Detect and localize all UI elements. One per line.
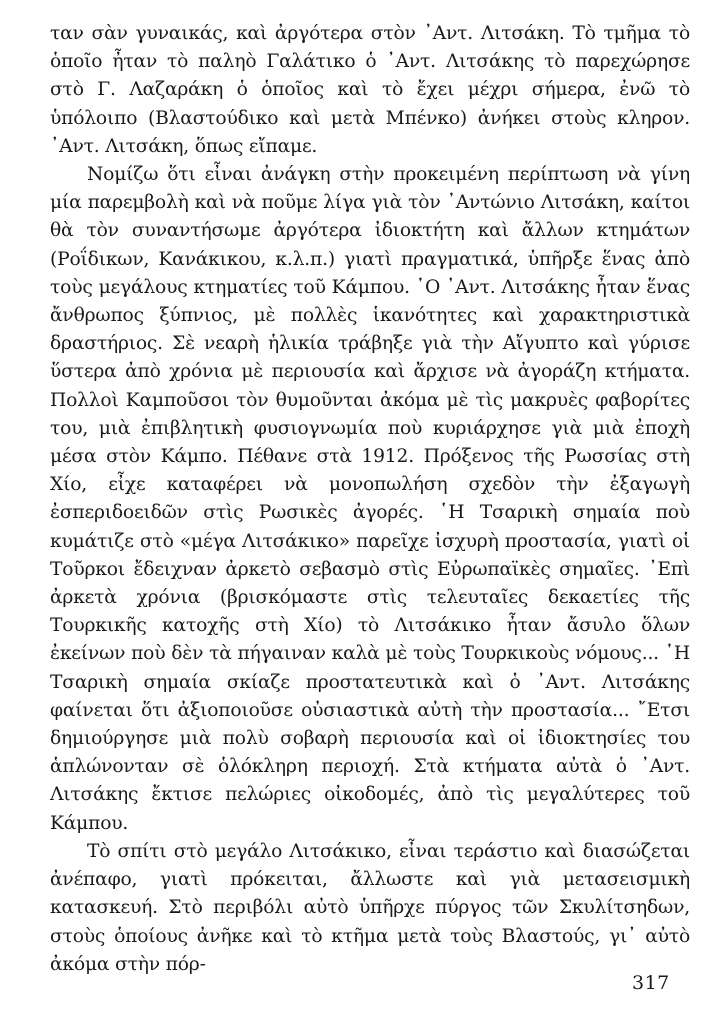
page-number: 317: [632, 972, 670, 994]
paragraph-3: Τὸ σπίτι στὸ μεγάλο Λιτσάκικο, εἶναι τεράστιο καὶ διασώζεται ἀνέπαφο, γιατὶ πρόκειται, ἄλλωστε καὶ γιὰ μετασεισμικὴ κατασκευή. Στὸ περιβόλι αὐτὸ ὑπῆρχε πύργος τῶν Σκυλίτσηδων, στοὺς ὁποίους ἀνῆκε καὶ τὸ κτῆμα μετὰ τοὺς Βλαστούς, γι᾽ αὐτὸ ἀκόμα στὴν πόρ-: [50, 840, 690, 975]
paragraph-1: ταν σὰν γυναικάς, καὶ ἀργότερα στὸν ᾽Αντ. Λιτσάκη. Τὸ τμῆμα τὸ ὁποῖο ἦταν τὸ παληὸ Γαλάτικο ὁ ᾽Αντ. Λιτσάκης τὸ παρεχώρησε στὸ Γ. Λαζαράκη ὁ ὁποῖος καὶ τὸ ἔχει μέχρι σήμερα, ἐνῶ τὸ ὑπόλοιπο (Βλαστούδικο καὶ μετὰ Μπένκο) ἀνήκει στοὺς κληρον. ᾽Αντ. Λιτσάκη, ὅπως εἴπαμε.: [50, 23, 690, 157]
page-body: [50, 20, 690, 979]
paragraph-2: Νομίζω ὅτι εἶναι ἀνάγκη στὴν προκειμένη περίπτωση νὰ γίνη μία παρεμβολὴ καὶ νὰ ποῦμε λίγα γιὰ τὸν ᾽Αντώνιο Λιτσάκη, καίτοι θὰ τὸν συναντήσωμε ἀργότερα ἰδιοκτήτη καὶ ἄλλων κτημάτων (Ροΐδικων, Κανάκικου, κ.λ.π.) γιατὶ πραγματικά, ὑπῆρξε ἕνας ἀπὸ τοὺς μεγάλους κτηματίες τοῦ Κάμπου. ῾Ο ᾽Αντ. Λιτσάκης ἦταν ἕνας ἄνθρωπος ξύπνιος, μὲ πολλὲς ἱκανότητες καὶ χαρακτηριστικὰ δραστήριος. Σὲ νεαρὴ ἡλικία τράβηξε γιὰ τὴν Αἴγυπτο καὶ γύρισε ὕστερα ἀπὸ χρόνια μὲ περιουσία καὶ ἄρχισε νὰ ἀγοράζη κτήματα. Πολλοὶ Καμποῦσοι τὸν θυμοῦνται ἀκόμα μὲ τὶς μακρυὲς φαβορίτες του, μιὰ ἐπιβλητικὴ φυσιογνωμία ποὺ κυριάρχησε γιὰ μιὰ ἐποχὴ μέσα στὸν Κάμπο. Πέθανε στὰ 1912. Πρόξενος τῆς Ρωσσίας στὴ Χίο, εἶχε καταφέρει νὰ μονοπωλήση σχεδὸν τὴν ἐξαγωγὴ ἐσπεριδοειδῶν στὶς Ρωσικὲς ἀγορές. ῾Η Τσαρικὴ σημαία ποὺ κυμάτιζε στὸ «μέγα Λιτσάκικο» παρεῖχε ἰσχυρὴ προστασία, γιατὶ οἱ Τοῦρκοι ἔδειχναν ἀρκετὸ σεβασμὸ στὶς Εὐρωπαϊκὲς σημαῖες. ᾽Επὶ ἀρκετὰ χρόνια (βρισκόμαστε στὶς τελευταῖες δεκαετίες τῆς Τουρκικῆς κατοχῆς στὴ Χίο) τὸ Λιτσάκικο ἦταν ἄσυλο ὅλων ἐκείνων ποὺ δὲν τὰ πήγαιναν καλὰ μὲ τοὺς Τουρκικοὺς νόμους... ῾Η Τσαρικὴ σημαία σκίαζε προστατευτικὰ καὶ ὁ ᾽Αντ. Λιτσάκης φαίνεται ὅτι ἀξιοποιοῦσε οὐσιαστικὰ αὐτὴ τὴν προστασία... ῎Ετσι δημιούργησε μιὰ πολὺ σοβαρὴ περιουσία καὶ οἱ ἰδιοκτησίες του ἁπλώνονταν σὲ ὁλόκληρη περιοχή. Στὰ κτήματα αὐτὰ ὁ ᾽Αντ. Λιτσάκης ἔκτισε πελώριες οἰκοδομές, ἀπὸ τὶς μεγαλύτερες τοῦ Κάμπου.: [50, 164, 690, 834]
